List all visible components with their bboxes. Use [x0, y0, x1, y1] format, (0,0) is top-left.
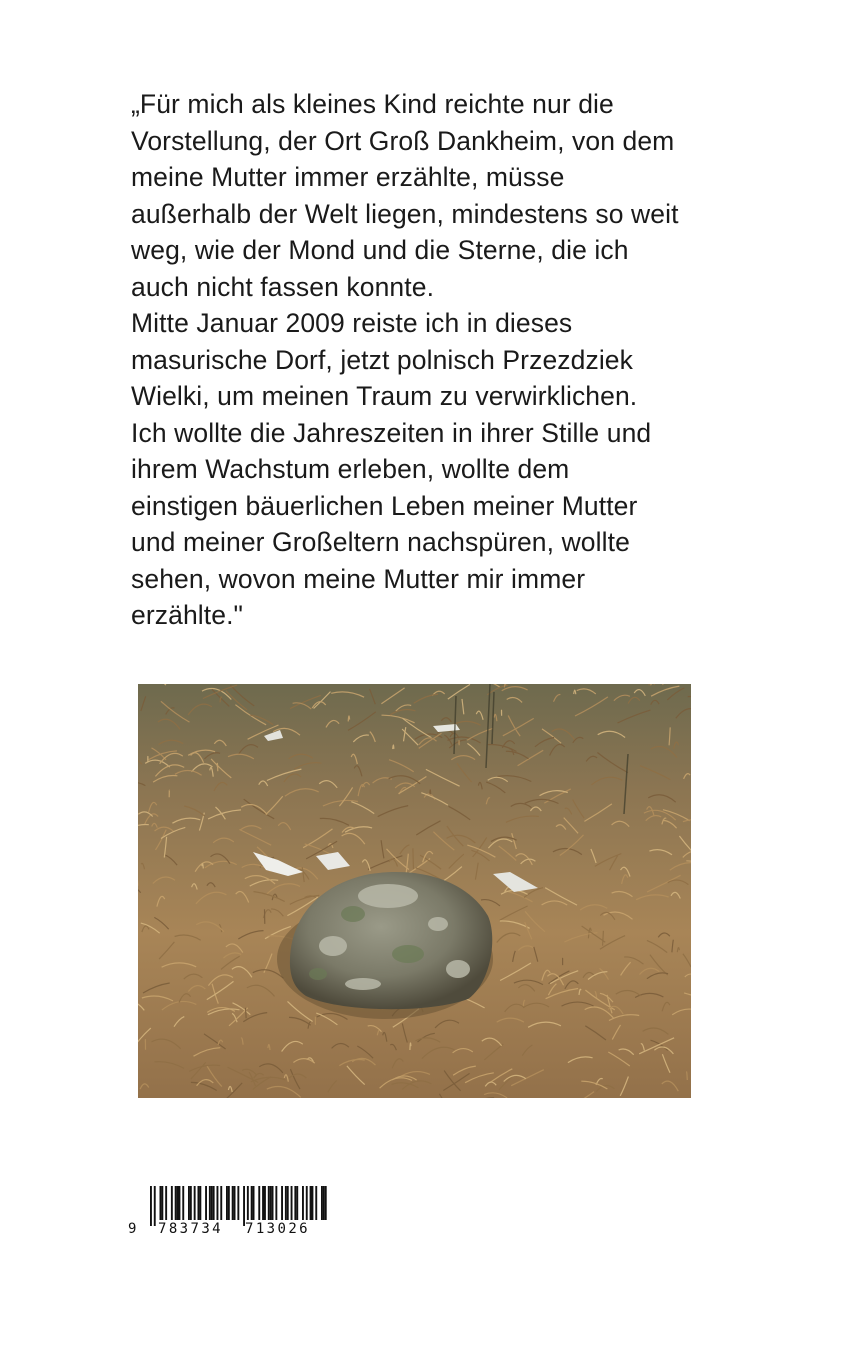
- blurb-paragraph-1: „Für mich als kleines Kind reichte nur die Vorstellung, der Ort Groß Dankheim, von dem meine Mutter immer erzählte, müsse außerhalb der Welt liegen, mindestens so weit weg, wie der Mond und die Sterne, die ich auch nicht fassen konnte.: [131, 89, 679, 302]
- blurb-paragraph-2: Mitte Januar 2009 reiste ich in dieses masurische Dorf, jetzt polnisch Przezdziek Wielki, um meinen Traum zu verwirklichen. Ich wollte die Jahreszeiten in ihrer Stille und ihrem Wachstum erleben, wollte dem einstigen bäuerlichen Leben meiner Mutter und meiner Großeltern nachspüren, wollte sehen, wovon meine Mutter mir immer erzählte.": [131, 308, 652, 630]
- cover-photo: [138, 684, 691, 1098]
- isbn-group-2: 713026: [245, 1221, 310, 1237]
- isbn-barcode: [128, 1186, 328, 1246]
- isbn-lead-digit: 9: [128, 1221, 137, 1237]
- back-cover-blurb: [131, 86, 751, 634]
- isbn-group-1: 783734: [158, 1221, 223, 1237]
